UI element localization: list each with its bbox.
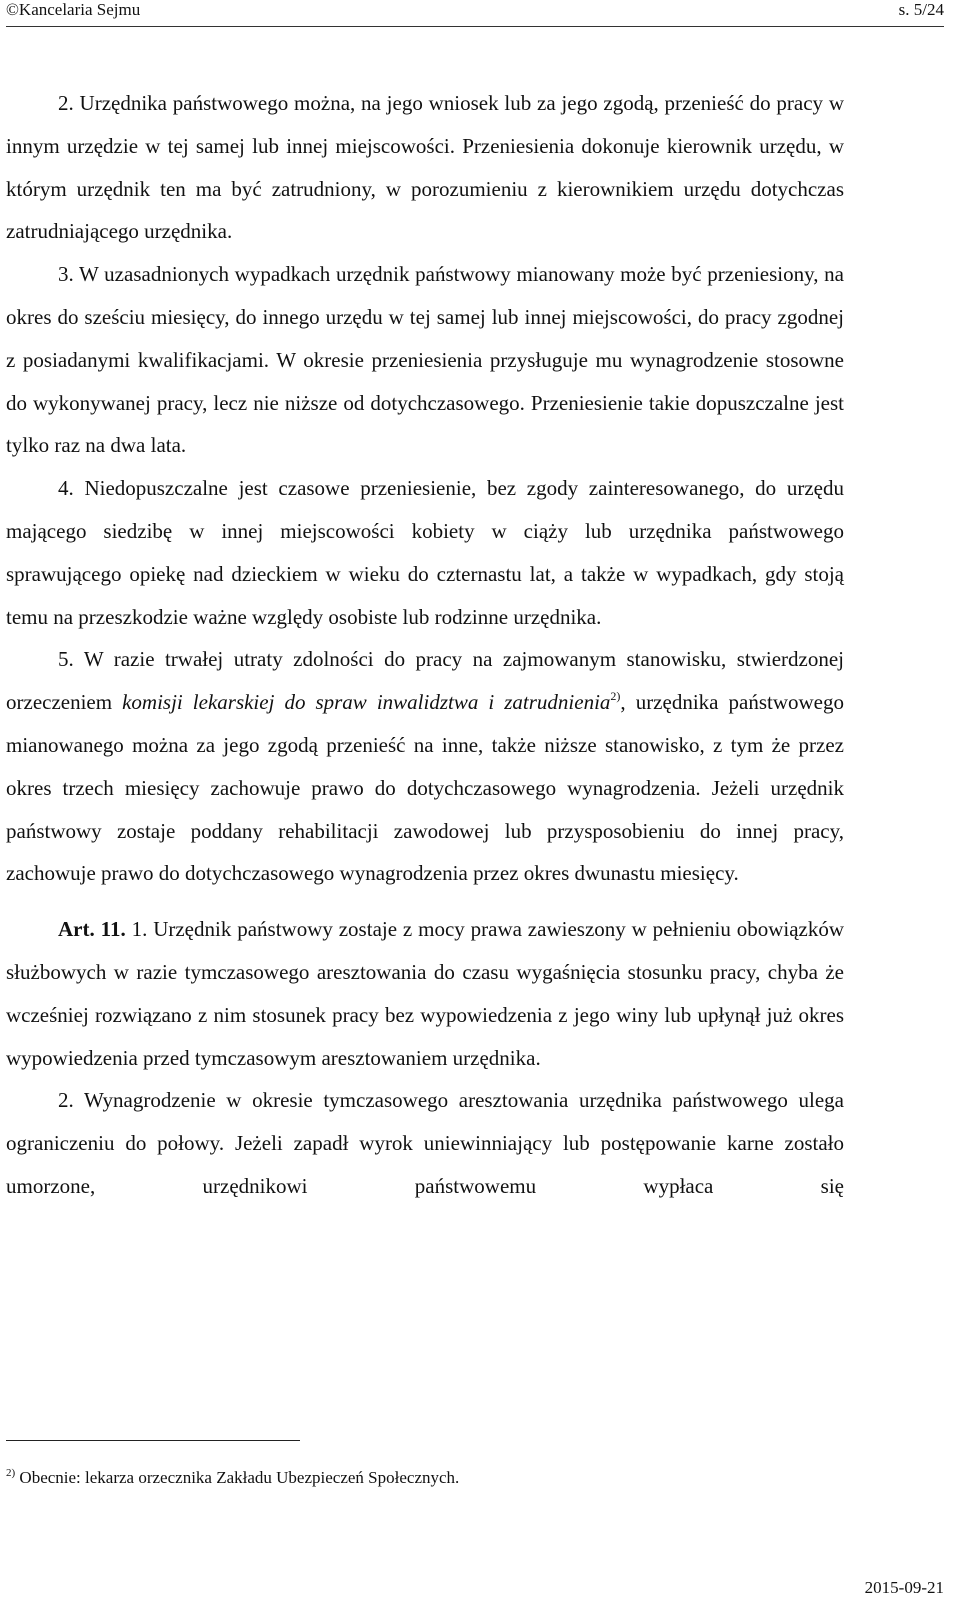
article-11-paragraph-2: 2. Wynagrodzenie w okresie tymczasowego aresztowania urzędnika państwowego ulega ograniczeniu do połowy. Jeżeli zapadł wyrok uniewinniający lub postępowanie karne zostało umorzone, urzędnikowi państwowemu wypłaca się: [6, 1088, 844, 1198]
page-number: s. 5/24: [898, 0, 944, 19]
footnote-text: Obecnie: lekarza orzecznika Zakładu Ubezpieczeń Społecznych.: [15, 1468, 460, 1487]
article-11-label: Art. 11.: [58, 917, 126, 942]
footnote: [6, 1468, 459, 1488]
header-rule: [6, 26, 944, 27]
page-header: [6, 0, 944, 30]
paragraph-5-text-end: , urzędnika państwowego mianowanego można za jego zgodą przenieść na inne, także niższe stanowisko, z tym że przez okres trzech miesięcy zachowuje prawo do dotychczasowego wynagrodzenia. Jeżeli urzędnik państwowy zostaje poddany rehabilitacji zawodowej lub przysposobieniu do innej pracy, zachowuje prawo do dotychczasowego wynagrodzenia przez okres dwunastu miesięcy.: [6, 690, 844, 886]
article-11-paragraph-1: [6, 908, 844, 1079]
copyright-label: ©Kancelaria Sejmu: [6, 0, 141, 19]
article-11-p1-text: 1. Urzędnik państwowy zostaje z mocy prawa zawieszony w pełnieniu obowiązków służbowych w razie tymczasowego aresztowania do czasu wygaśnięcia stosunku pracy, chyba że wcześniej rozwiązano z nim stosunek pracy bez wypowiedzenia z jego winy lub upłynął już okres wypowiedzenia przed tymczasowym aresztowaniem urzędnika.: [6, 917, 844, 1070]
footnote-marker: 2): [6, 1467, 16, 1479]
footnote-reference[interactable]: 2): [610, 689, 621, 704]
paragraph-3: 3. W uzasadnionych wypadkach urzędnik państwowy mianowany może być przeniesiony, na okres do sześciu miesięcy, do innego urzędu w tej samej lub innej miejscowości, do pracy zgodnej z posiadanymi kwalifikacjami. W okresie przeniesienia przysługuje mu wynagrodzenie stosowne do wykonywanej pracy, lecz nie niższe od dotychczasowego. Przeniesienie takie dopuszczalne jest tylko raz na dwa lata.: [6, 262, 844, 458]
paragraph-4: 4. Niedopuszczalne jest czasowe przeniesienie, bez zgody zainteresowanego, do urzędu mającego siedzibę w innej miejscowości kobiety w ciąży lub urzędnika państwowego sprawującego opiekę nad dzieckiem w wieku do czternastu lat, a także w wypadkach, gdy stoją temu na przeszkodzie ważne względy osobiste lub rodzinne urzędnika.: [6, 476, 844, 629]
paragraph-2: 2. Urzędnika państwowego można, na jego wniosek lub za jego zgodą, przenieść do pracy w innym urzędzie w tej samej lub innej miejscowości. Przeniesienia dokonuje kierownik urzędu, w którym urzędnik ten ma być zatrudniony, w porozumieniu z kierownikiem urzędu dotychczas zatrudniającego urzędnika.: [6, 91, 844, 244]
paragraph-5-text-start: 5. W razie trwałej utraty zdolności do pracy na zajmowanym stanowisku, stwierdzonej orzeczeniem: [6, 647, 844, 715]
paragraph-5-italic-term: komisji lekarskiej do spraw inwalidztwa i zatrudnienia: [122, 690, 611, 715]
footer-date: 2015-09-21: [864, 1578, 944, 1597]
paragraph-5: [6, 638, 844, 895]
footnote-rule: [6, 1440, 300, 1441]
document-body: [6, 82, 844, 1208]
